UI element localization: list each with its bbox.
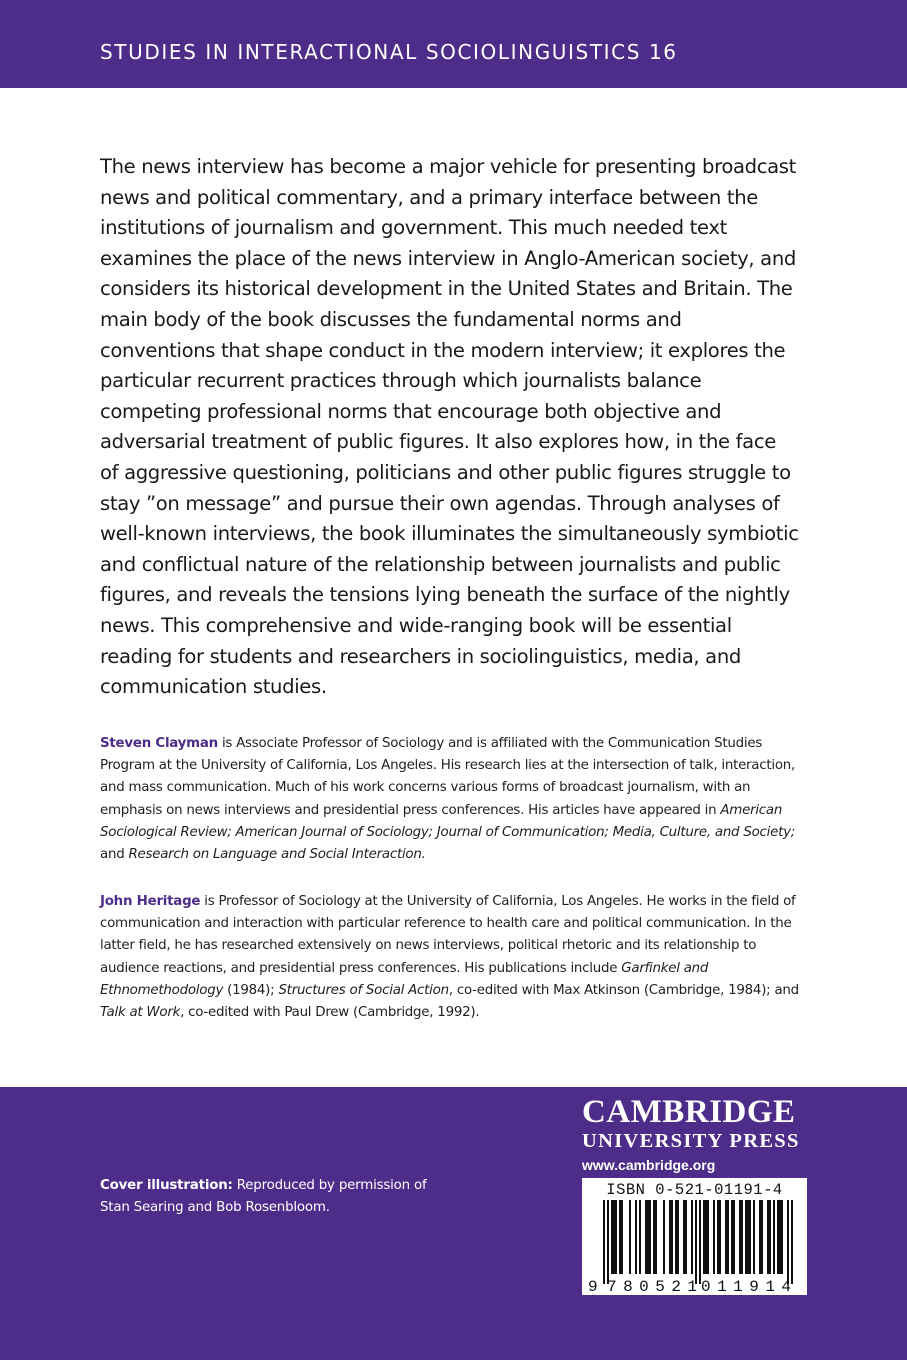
barcode-bar — [613, 1200, 615, 1274]
barcode-bar — [663, 1200, 665, 1274]
cover-credit — [100, 1175, 430, 1219]
barcode-bar — [727, 1200, 729, 1274]
barcode-first-digit: 9 — [588, 1278, 598, 1295]
isbn-barcode — [582, 1178, 807, 1295]
barcode-bar — [725, 1200, 727, 1274]
barcode-bar — [733, 1200, 735, 1274]
barcode-bar — [655, 1200, 657, 1274]
barcode-bar — [603, 1200, 605, 1284]
barcode-bar — [739, 1200, 741, 1274]
barcode-bar — [695, 1200, 697, 1284]
barcode-bar — [787, 1200, 789, 1284]
barcode-bar — [767, 1200, 769, 1274]
barcode-bar — [611, 1200, 613, 1274]
barcode-bar — [677, 1200, 679, 1274]
barcode-bar — [649, 1200, 651, 1274]
barcode-bar — [703, 1200, 705, 1274]
publisher-subtitle: UNIVERSITY PRESS — [582, 1130, 800, 1152]
barcode-bar — [719, 1200, 721, 1274]
barcode-bar — [791, 1200, 793, 1284]
isbn-label: ISBN 0-521-01191-4 — [606, 1181, 783, 1199]
publisher-name: CAMBRIDGE — [582, 1094, 796, 1130]
book-title: Garfinkel and Ethnomethodology — [100, 960, 709, 998]
barcode-bar — [699, 1200, 701, 1284]
barcode-bar — [691, 1200, 693, 1274]
author-name: Steven Clayman — [100, 736, 218, 751]
author-bio-clayman — [100, 733, 800, 866]
barcode-bar — [779, 1200, 781, 1274]
book-title: Talk at Work — [100, 1005, 181, 1021]
barcode-bar — [653, 1200, 655, 1274]
bio-text: (1984); — [223, 982, 279, 998]
barcode-bar — [781, 1200, 783, 1274]
journal-title: Research on Language and Social Interaction. — [128, 847, 426, 863]
barcode-bar — [669, 1200, 671, 1274]
barcode-bar — [683, 1200, 685, 1274]
author-bio-heritage — [100, 891, 800, 1024]
barcode-bar — [745, 1200, 747, 1274]
series-title: STUDIES IN INTERACTIONAL SOCIOLINGUISTICS 16 — [100, 40, 678, 64]
barcode-bar — [747, 1200, 749, 1274]
barcode-graphic — [582, 1178, 807, 1295]
book-title: Structures of Social Action — [278, 982, 449, 998]
series-band — [0, 0, 907, 88]
barcode-bar — [707, 1200, 709, 1274]
barcode-bar — [671, 1200, 673, 1274]
publisher-logo — [582, 1094, 806, 1173]
barcode-bar — [777, 1200, 779, 1274]
bio-text: , co-edited with Paul Drew (Cambridge, 1992). — [180, 1005, 480, 1021]
barcode-bar — [731, 1200, 733, 1274]
bio-text: , co-edited with Max Atkinson (Cambridge, 1984); and — [448, 982, 799, 998]
barcode-bar — [629, 1200, 631, 1274]
barcode-bar — [753, 1200, 755, 1274]
barcode-bar — [619, 1200, 621, 1274]
barcode-bar — [647, 1200, 649, 1274]
barcode-bar — [761, 1200, 763, 1274]
publisher-url: www.cambridge.org — [582, 1157, 716, 1173]
barcode-bar — [635, 1200, 637, 1274]
bio-text: is Associate Professor of Sociology and is affiliated with the Communication Studies Program at the University of California, Los Angeles. His research lies at the intersection of talk, interaction, and mass communication. Much of his work concerns various forms of broadcast journalism, with an emphasis on news interviews and presidential press conferences. His articles have appeared in — [100, 736, 796, 818]
barcode-bar — [713, 1200, 715, 1274]
barcode-bar — [621, 1200, 623, 1274]
barcode-bar — [615, 1200, 617, 1274]
credit-label: Cover illustration: — [100, 1178, 233, 1193]
barcode-bar — [675, 1200, 677, 1274]
bio-text: is Professor of Sociology at the University of California, Los Angeles. He works in the field of communication and interaction with particular reference to health care and political communication. In the latter field, he has researched extensively on news interviews, political rhetoric and its relationship to audience reactions, and presidential press conferences. His publications include — [100, 894, 796, 976]
barcode-bar — [773, 1200, 775, 1274]
barcode-bar — [717, 1200, 719, 1274]
bio-text: and — [100, 847, 129, 863]
book-description: The news interview has become a major vehicle for presenting broadcast news and political commentary, and a primary interface between the institutions of journalism and government. This much needed text examines the place of the news interview in Anglo-American society, and considers its historical development in the United States and Britain. The main body of the book discusses the fundamental norms and conventions that shape conduct in the modern interview; it explores the particular recurrent practices through which journalists balance competing professional norms that encourage both objective and adversarial treatment of public figures. It also explores how, in the face of aggressive questioning, politicians and other public figures struggle to stay ”on message” and pursue their own agendas. Through analyses of well-known interviews, the book illuminates the simultaneously symbiotic and conflictual nature of the relationship between journalists and public figures, and reveals the tensions lying beneath the surface of the nightly news. This comprehensive and wide-ranging book will be essential reading for students and researchers in sociolinguistics, media, and communication studies. — [100, 155, 799, 699]
barcode-bar — [741, 1200, 743, 1274]
barcode-bars — [603, 1200, 793, 1284]
barcode-bar — [749, 1200, 751, 1274]
barcode-bar — [645, 1200, 647, 1274]
barcode-bar — [607, 1200, 609, 1284]
barcode-bar — [685, 1200, 687, 1274]
barcode-bar — [639, 1200, 641, 1274]
author-name: John Heritage — [100, 894, 201, 909]
barcode-bar — [759, 1200, 761, 1274]
credit-text: Reproduced by permission of Stan Searing and Bob Rosenbloom. — [100, 1178, 427, 1215]
barcode-bar — [705, 1200, 707, 1274]
barcode-left-digits: 780521 — [607, 1278, 697, 1295]
journal-titles: American Sociological Review; American Journal of Sociology; Journal of Communication; Media, Culture, and Society; — [100, 802, 796, 840]
barcode-bar — [769, 1200, 771, 1274]
barcode-right-digits: 011914 — [701, 1278, 791, 1295]
